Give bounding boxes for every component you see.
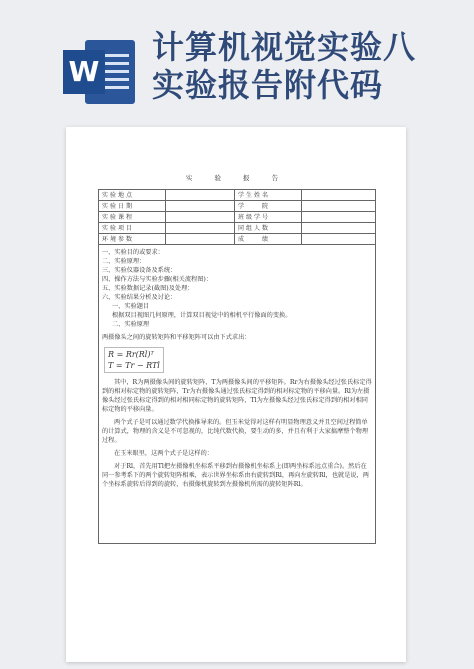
section-line: 一、实验目的或要求： — [102, 249, 164, 256]
report-heading: 实 验 报 告 — [185, 174, 289, 182]
section-line: 根据双目视图几何原理，计算双目视觉中的相机平行像面的变换。 — [112, 312, 292, 319]
title-line-1: 计算机视觉实验八 — [152, 28, 417, 66]
paragraph: 其中，R为两摄像头间的旋转矩阵，T为两摄像头间的平移矩阵。Rr为右摄像头经过张氏标定得到的相对标定物的旋转矩阵，Tr为右摄像头通过张氏标定得到的相对标定物的平移向量。Rl为左摄像头经过张氏标定得到的相对相同标定物的旋转矩阵，Tl为左摄像头经过张氏标定得到的相对相同标定物的平移向量。 — [102, 379, 372, 413]
section-line: 六、实验结果分析及讨论： — [102, 294, 177, 301]
table-cell — [302, 223, 376, 234]
table-cell: 成 绩 — [235, 234, 302, 245]
formula-box — [104, 347, 164, 373]
table-cell — [166, 234, 235, 245]
table-row — [99, 201, 376, 212]
table-cell: 同组人数 — [235, 223, 302, 234]
table-cell: 实验地点 — [99, 190, 166, 201]
table-cell — [166, 201, 235, 212]
table-cell: 班级学号 — [235, 212, 302, 223]
table-cell — [166, 223, 235, 234]
table-cell: 学 院 — [235, 201, 302, 212]
table-row — [99, 223, 376, 234]
section-line: 一、实验题目 — [112, 303, 150, 310]
table-cell — [166, 190, 235, 201]
table-cell — [166, 212, 235, 223]
section-line: 五、实验数据记录(截图)及处理： — [102, 285, 194, 292]
report-body — [98, 245, 376, 544]
table-cell: 环境参数 — [99, 234, 166, 245]
paragraph: 两个式子是可以通过数学代换推导来的。但玉米觉得对这样有明显物理意义并且空间过程简单的计算式，物理的含义是不可忽视的，比纯代数代换，要生动的多，并且有利于大家搞摩整个物理过程。 — [102, 419, 369, 444]
table-cell: 学生姓名 — [235, 190, 302, 201]
paragraph: 对于Rl，首先用Tl把左摄像机坐标系平移到右摄像机坐标系上(即两坐标系远点重合)。然后在同一参考系下的两个旋转矩阵相乘，表示世界坐标系由右旋转到Rl，再向左旋转Rl，也就是说，两个坐标系旋转后得到的旋转，右摄像机旋转到左摄像机所需的旋转矩阵Rl。 — [102, 463, 369, 488]
table-cell — [302, 212, 376, 223]
banner — [0, 0, 474, 125]
table-cell: 实验日期 — [99, 201, 166, 212]
section-line: 二、实验原理 — [112, 321, 150, 328]
paragraph: 在玉米眼里，这两个式子是这样的： — [114, 450, 213, 457]
section-line: 三、实验仪器设备及系统： — [102, 267, 177, 274]
table-cell: 实验项目 — [99, 223, 166, 234]
formula-block — [104, 347, 372, 373]
info-table — [98, 189, 376, 245]
table-cell — [302, 201, 376, 212]
intro-text: 两摄像头之间的旋转矩阵和平移矩阵可以由下式求出： — [102, 334, 251, 341]
table-cell: 实验课程 — [99, 212, 166, 223]
table-row — [99, 234, 376, 245]
formula-translation: T = Tr − RTl — [108, 361, 160, 370]
document-title — [152, 28, 462, 104]
title-line-2: 实验报告附代码 — [152, 66, 384, 104]
formula-rotation: R = Rr(Rl)ᵀ — [108, 350, 154, 359]
word-document-icon — [63, 40, 135, 104]
report-sheet — [98, 172, 376, 544]
table-row — [99, 190, 376, 201]
table-cell — [302, 190, 376, 201]
table-row — [99, 212, 376, 223]
section-line: 四、操作方法与实验步骤(相关流程图)： — [102, 276, 213, 283]
word-letter-badge: W — [63, 50, 105, 94]
section-line: 二、实验原理： — [102, 258, 146, 265]
table-cell — [302, 234, 376, 245]
